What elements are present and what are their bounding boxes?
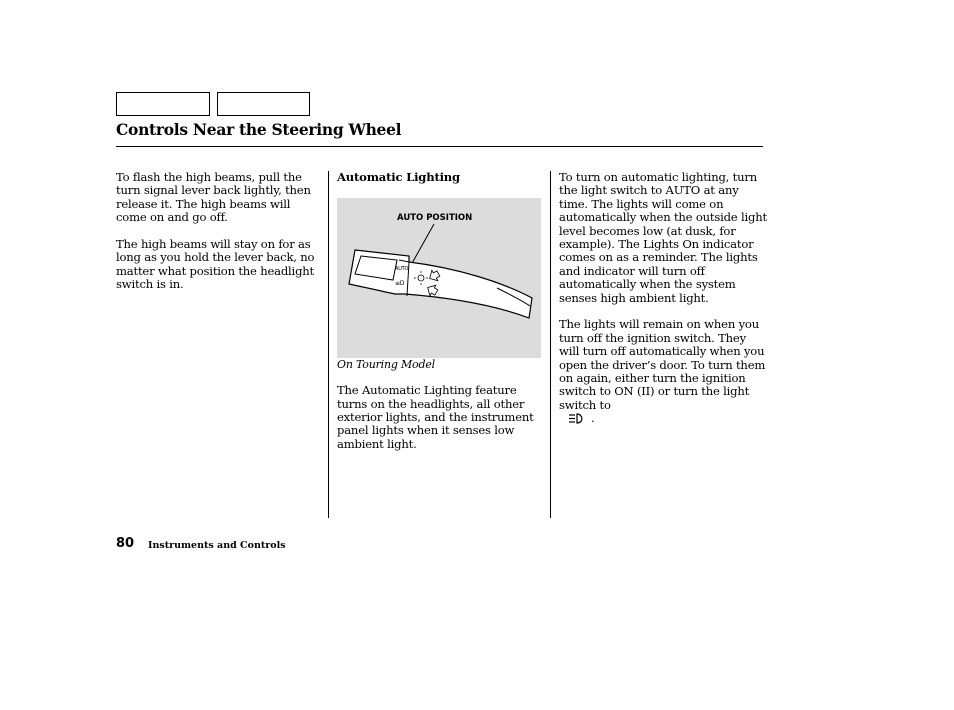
header-tab-box-1 xyxy=(116,92,210,116)
paragraph: The high beams will stay on for as long as you hold the lever back, no matter what position the headlight switch is in. xyxy=(116,237,315,292)
paragraph: To flash the high beams, pull the turn signal lever back lightly, then release it. The high beams will come on and go off. xyxy=(116,170,311,225)
footer-section-name: Instruments and Controls xyxy=(148,540,286,551)
svg-text:≡D: ≡D xyxy=(395,279,405,287)
column-3 xyxy=(559,171,769,441)
svg-text:AUTO: AUTO xyxy=(395,265,409,272)
paragraph: To turn on automatic lighting, turn the light switch to AUTO at any time. The lights will come on automatically when the outside light level becomes low (at dusk, for example). The Lights On indicator comes on as a reminder. The lights and indicator will turn off automatically when the system senses high ambient light. xyxy=(559,170,767,305)
headlight-icon xyxy=(569,413,585,427)
column-2 xyxy=(337,171,542,465)
lever-illustration xyxy=(337,198,541,358)
header-tab-box-2 xyxy=(217,92,310,116)
section-subheading: Automatic Lighting xyxy=(337,170,460,184)
paragraph-end: . xyxy=(591,411,595,426)
paragraph: The Automatic Lighting feature turns on the headlights, all other exterior lights, and the instrument panel lights when it senses low ambient light. xyxy=(337,383,534,451)
paragraph xyxy=(559,318,769,427)
page-number: 80 xyxy=(116,536,135,551)
column-divider xyxy=(328,171,329,518)
title-rule xyxy=(116,146,763,147)
figure-label: AUTO POSITION xyxy=(397,212,473,223)
page-title: Controls Near the Steering Wheel xyxy=(116,120,402,139)
paragraph-text: The lights will remain on when you turn off the ignition switch. They will turn off automatically when you open the driver’s door. To turn them on again, either turn the ignition switch to ON (II) or turn the light switch to xyxy=(559,317,766,412)
headlight-lever-icon xyxy=(337,198,541,358)
column-1 xyxy=(116,171,321,305)
figure-caption: On Touring Model xyxy=(337,357,435,371)
column-divider xyxy=(550,171,551,518)
